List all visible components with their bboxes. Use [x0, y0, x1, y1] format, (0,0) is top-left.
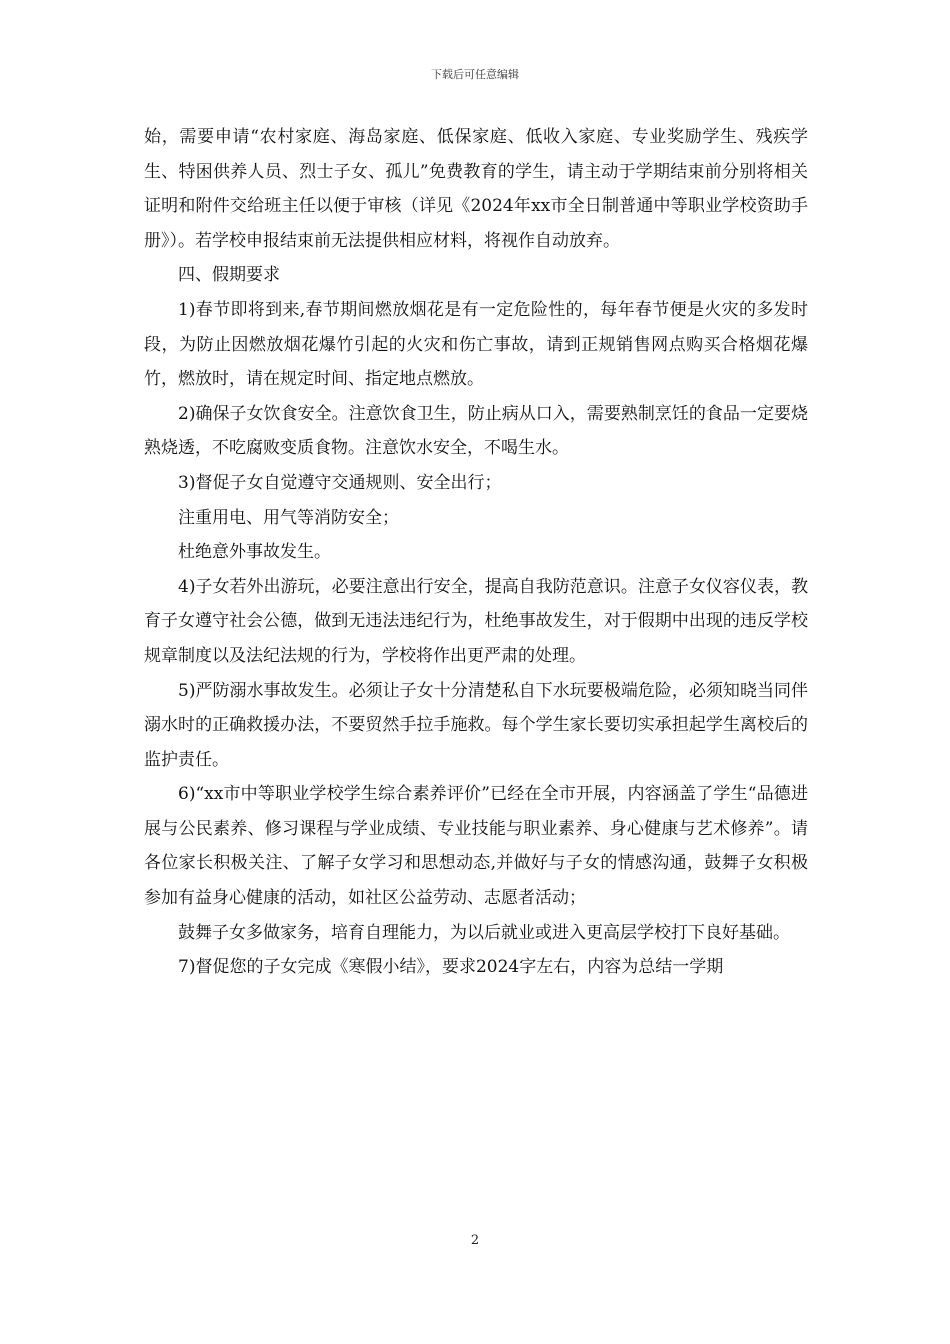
paragraph-item-1-fireworks: 1)春节即将到来,春节期间燃放烟花是有一定危险性的，每年春节便是火灾的多发时段，为防止因燃放烟花爆竹引起的火灾和伤亡事故，请到正规销售网点购买合格烟花爆竹，燃放时，请在规定时间、指定地点燃放。 [144, 299, 808, 390]
paragraph-item-6-evaluation: 6)“xx市中等职业学校学生综合素养评价”已经在全市开展，内容涵盖了学生“品德进展与公民素养、修习课程与学业成绩、专业技能与职业素养、身心健康与艺术修养”。请各位家长积极关注、了解子女学习和思想动态,并做好与子女的情感沟通，鼓舞子女积极参加有益身心健康的活动，如社区公益劳动、志愿者活动； [144, 784, 808, 909]
paragraph-item-5-drowning: 5)严防溺水事故发生。必须让子女十分清楚私自下水玩要极端危险，必须知晓当同伴溺水时的正确救援办法，不要贸然手拉手施救。每个学生家长要切实承担起学生离校后的监护责任。 [144, 680, 808, 770]
paragraph-housework: 鼓舞子女多做家务，培育自理能力，为以后就业或进入更高层学校打下良好基础。 [178, 922, 790, 943]
paragraph-item-3-traffic: 3)督促子女自觉遵守交通规则、安全出行； [178, 472, 502, 493]
page-header: 下载后可任意编辑 [431, 68, 519, 81]
paragraph-continuation: 始，需要申请“农村家庭、海岛家庭、低保家庭、低收入家庭、专业奖励学生、残疾学生、特困供养人员、烈士子女、孤儿”免费教育的学生，请主动于学期结束前分别将相关证明和附件交给班主任以便于审核（详见《2024年xx市全日制普通中等职业学校资助手册》）。若学校申报结束前无法提供相应材料，将视作自动放弃。 [144, 127, 808, 251]
paragraph-fire-safety: 注重用电、用气等消防安全； [178, 507, 399, 528]
paragraph-item-4-travel: 4)子女若外出游玩，必要注意出行安全，提高自我防范意识。注意子女仪容仪表，教育子女遵守社会公德，做到无违法违纪行为，杜绝事故发生，对于假期中出现的违反学校规章制度以及法纪法规的行为，学校将作出更严肃的处理。 [144, 576, 808, 666]
page-number: 2 [470, 1233, 480, 1248]
paragraph-accident-prevention: 杜绝意外事故发生。 [178, 542, 331, 563]
paragraph-item-2-food-safety: 2)确保子女饮食安全。注意饮食卫生，防止病从口入，需要熟制烹饪的食品一定要烧熟烧透，不吃腐败变质食物。注意饮水安全，不喝生水。 [144, 403, 808, 459]
section-heading-holiday-requirements: 四、假期要求 [178, 265, 280, 286]
paragraph-item-7-summary: 7)督促您的子女完成《寒假小结》，要求2024字左右，内容为总结一学期 [178, 957, 724, 978]
document-body [144, 120, 808, 985]
